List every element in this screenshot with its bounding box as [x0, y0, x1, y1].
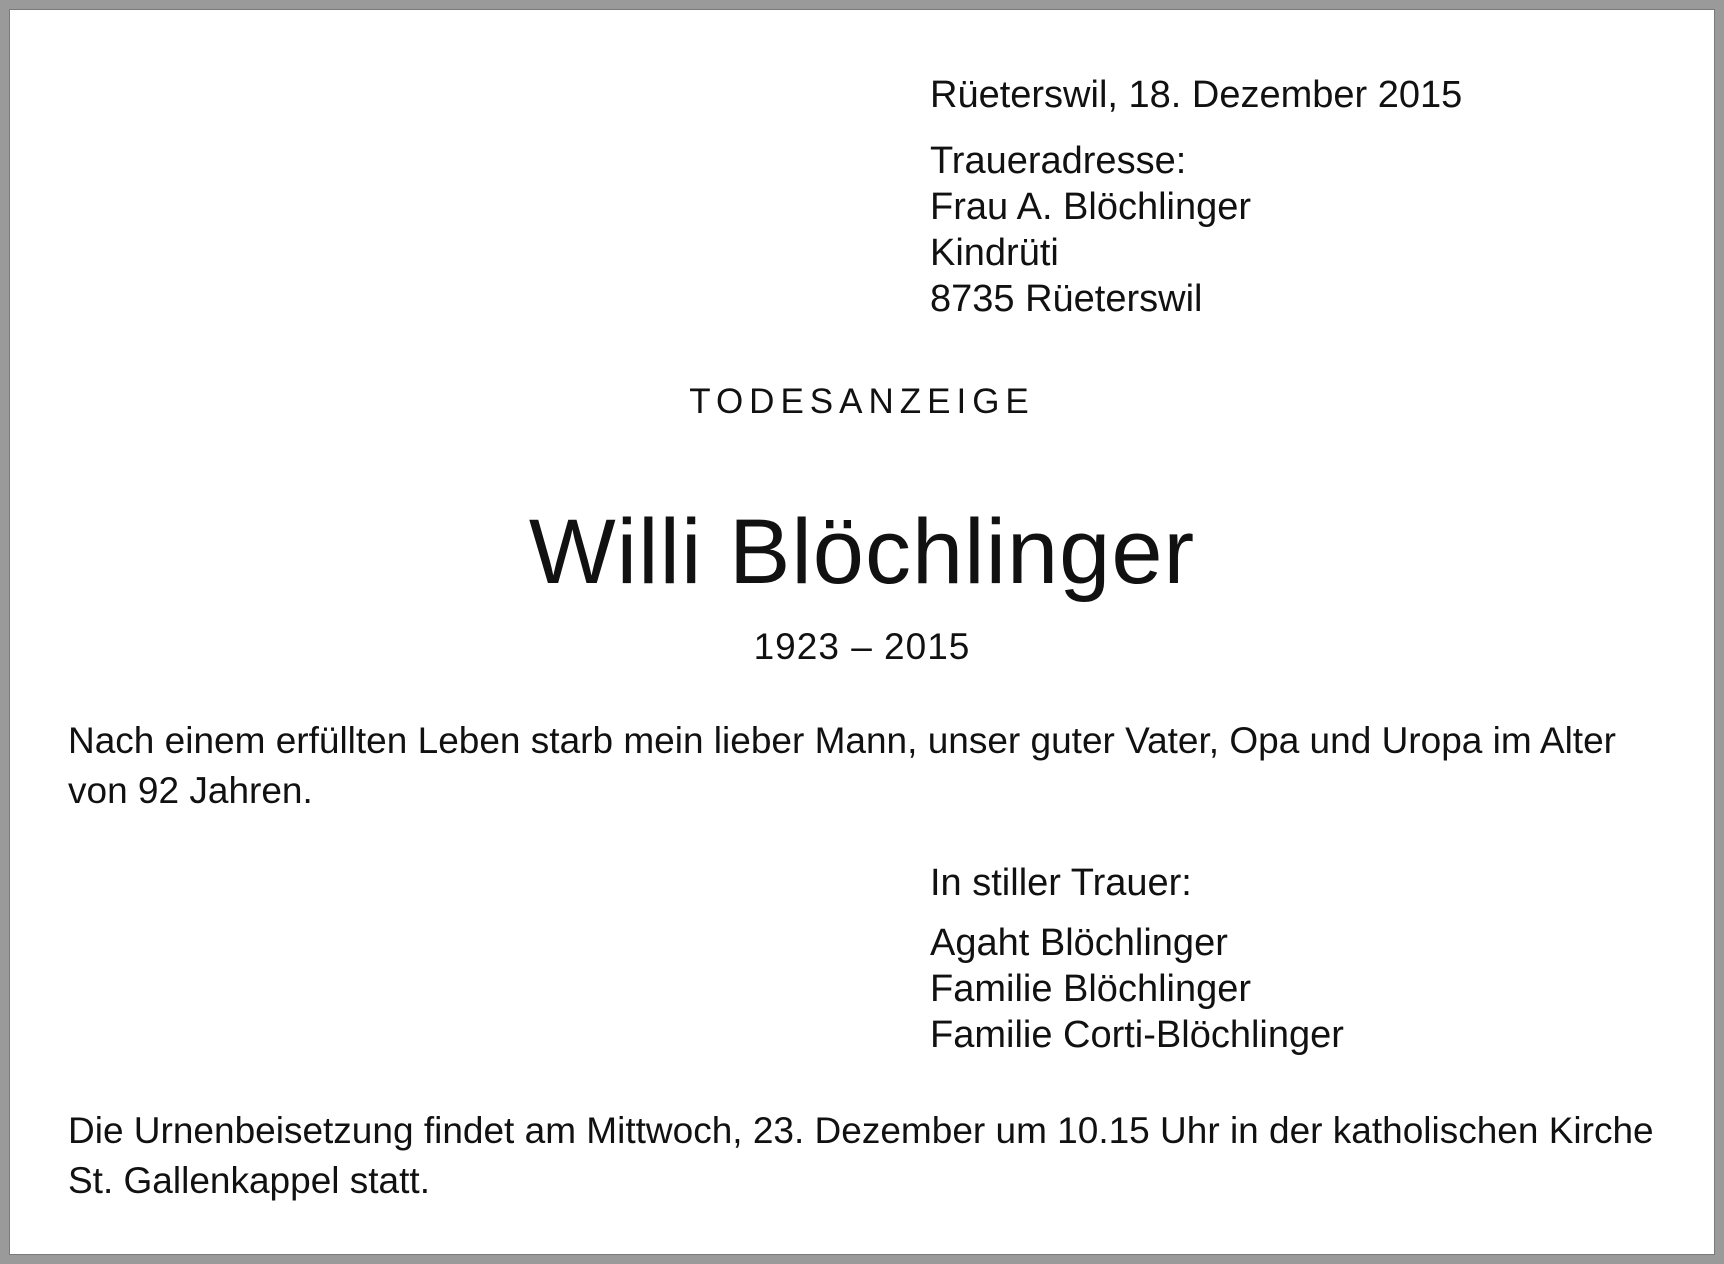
address-label: Traueradresse:: [930, 140, 1187, 182]
obituary-sheet: [10, 10, 1714, 1254]
mourner-name: Familie Blöchlinger: [930, 968, 1252, 1010]
mourning-label: In stiller Trauer:: [930, 862, 1192, 904]
death-announcement: Nach einem erfüllten Leben starb mein lieber Mann, unser guter Vater, Opa und Uropa im Alter von 92 Jahren.: [68, 720, 1616, 811]
address-line-street: Kindrüti: [930, 232, 1059, 274]
mourner-name: Agaht Blöchlinger: [930, 922, 1228, 964]
mourning-address: [930, 138, 1251, 322]
deceased-name: Willi Blöchlinger: [528, 501, 1196, 603]
mourners-list: [930, 920, 1344, 1058]
funeral-details: Die Urnenbeisetzung findet am Mittwoch, 23. Dezember um 10.15 Uhr in der katholischen Kirche St. Gallenkappel statt.: [68, 1110, 1654, 1201]
notice-headline: TODESANZEIGE: [689, 382, 1035, 421]
address-line-city: 8735 Rüeterswil: [930, 278, 1203, 320]
mourner-name: Familie Corti-Blöchlinger: [930, 1014, 1344, 1056]
life-years: 1923 – 2015: [753, 626, 971, 667]
address-line-recipient: Frau A. Blöchlinger: [930, 186, 1252, 228]
place-date: Rüeterswil, 18. Dezember 2015: [930, 74, 1463, 116]
